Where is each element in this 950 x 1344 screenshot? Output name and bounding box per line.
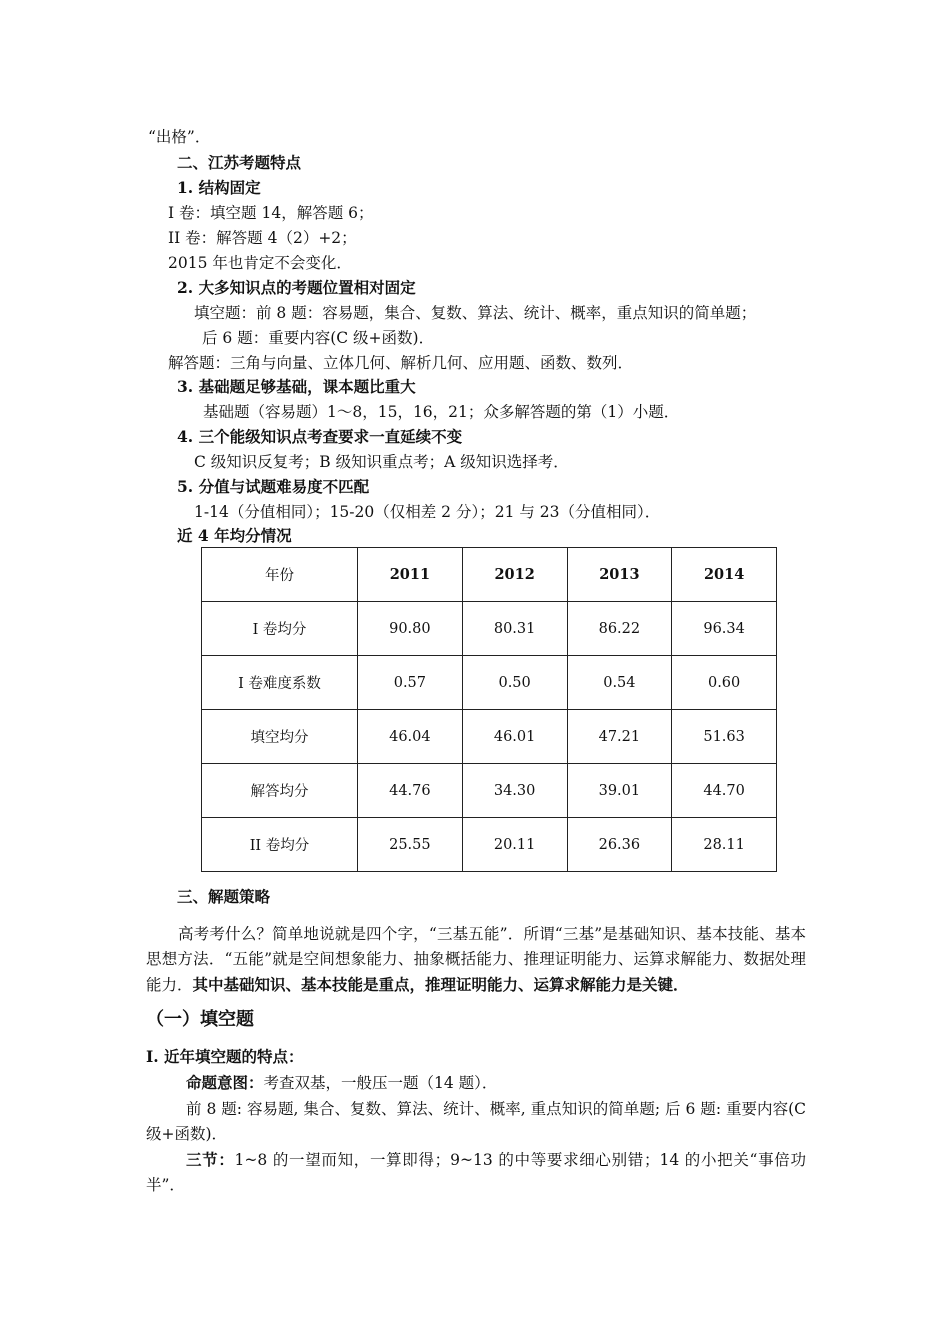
row-label: I 卷均分 (202, 602, 358, 656)
table-cell: 46.04 (358, 710, 463, 764)
table-cell: 86.22 (567, 602, 672, 656)
table-cell: 44.70 (672, 764, 777, 818)
point-2-title: 2. 大多知识点的考题位置相对固定 (177, 278, 416, 297)
table-cell: 0.60 (672, 656, 777, 710)
table-cell: 0.54 (567, 656, 672, 710)
fill-in-features-title: Ⅰ. 近年填空题的特点： (146, 1047, 304, 1066)
table-cell: 39.01 (567, 764, 672, 818)
table-header-row (202, 548, 777, 602)
table-cell: 0.57 (358, 656, 463, 710)
table-row (202, 818, 777, 872)
row-label: II 卷均分 (202, 818, 358, 872)
text-line: “出格”． (148, 128, 211, 146)
text-line: 2015 年也肯定不会变化． (168, 254, 352, 272)
strategy-paragraph (146, 922, 806, 998)
table-row (202, 602, 777, 656)
text-line: II 卷：解答题 4（2）+2； (168, 229, 357, 247)
point-5-title: 5. 分值与试题难易度不匹配 (177, 477, 370, 496)
table-cell: 90.80 (358, 602, 463, 656)
subsection-title: （一）填空题 (146, 1009, 254, 1030)
header-cell: 2014 (672, 548, 777, 602)
table-title: 近 4 年均分情况 (177, 526, 292, 545)
intent-line (186, 1072, 497, 1094)
table-cell: 80.31 (462, 602, 567, 656)
scores-table (201, 547, 777, 872)
point-3-title: 3. 基础题足够基础，课本题比重大 (177, 377, 416, 396)
intent-text: 考查双基，一般压一题（14 题）． (263, 1074, 498, 1092)
table-cell: 44.76 (358, 764, 463, 818)
section-3-title: 三、解题策略 (177, 887, 271, 906)
text-line: 填空题：前 8 题：容易题，集合、复数、算法、统计、概率，重点知识的简单题； (194, 304, 757, 322)
table-cell: 20.11 (462, 818, 567, 872)
point-4-title: 4. 三个能级知识点考查要求一直延续不变 (177, 427, 463, 446)
header-cell: 2011 (358, 548, 463, 602)
table-cell: 25.55 (358, 818, 463, 872)
three-label: 三节： (186, 1150, 235, 1169)
table-cell: 47.21 (567, 710, 672, 764)
front-back-paragraph: 前 8 题: 容易题, 集合、复数、算法、统计、概率, 重点知识的简单题; 后 6 题: 重要内容(C 级+函数)． (146, 1100, 806, 1143)
text-line: I 卷：填空题 14，解答题 6； (168, 204, 374, 222)
row-label: I 卷难度系数 (202, 656, 358, 710)
paragraph-emphasis: 其中基础知识、基本技能是重点，推理证明能力、运算求解能力是关键． (192, 975, 689, 994)
text-line: 基础题（容易题）1～8，15，16，21；众多解答题的第（1）小题． (203, 403, 680, 421)
three-text: 1~8 的一望而知，一算即得；9~13 的中等要求细心别错；14 的小把关“事倍功半”． (146, 1151, 806, 1194)
table-row (202, 710, 777, 764)
point-1-title: 1. 结构固定 (177, 178, 261, 197)
intent-label: 命题意图： (186, 1073, 264, 1092)
paragraph-text: 高考考什么？简单地说就是四个字，“三基五能”．所谓“三基”是基础知识、基本技能、基本思想方法．“五能”就是空间想象能力、抽象概括能力、推理证明能力、运算求解能力、数据处理能力． (146, 925, 806, 994)
table-cell: 96.34 (672, 602, 777, 656)
header-cell: 年份 (202, 548, 358, 602)
header-cell: 2012 (462, 548, 567, 602)
header-cell: 2013 (567, 548, 672, 602)
row-label: 填空均分 (202, 710, 358, 764)
table-cell: 51.63 (672, 710, 777, 764)
text-line: 后 6 题：重要内容(C 级+函数)． (202, 329, 435, 347)
table-row (202, 764, 777, 818)
table-cell: 46.01 (462, 710, 567, 764)
text-line: 1-14（分值相同）；15-20（仅相差 2 分）；21 与 23（分值相同）． (194, 503, 661, 521)
table-cell: 26.36 (567, 818, 672, 872)
table-row (202, 656, 777, 710)
text-line: 解答题：三角与向量、立体几何、解析几何、应用题、函数、数列． (168, 354, 634, 372)
table-cell: 0.50 (462, 656, 567, 710)
table-cell: 34.30 (462, 764, 567, 818)
text-line: C 级知识反复考；B 级知识重点考；A 级知识选择考． (194, 453, 569, 471)
row-label: 解答均分 (202, 764, 358, 818)
section-2-title: 二、江苏考题特点 (177, 153, 302, 172)
table-cell: 28.11 (672, 818, 777, 872)
three-sections-paragraph (146, 1147, 806, 1198)
